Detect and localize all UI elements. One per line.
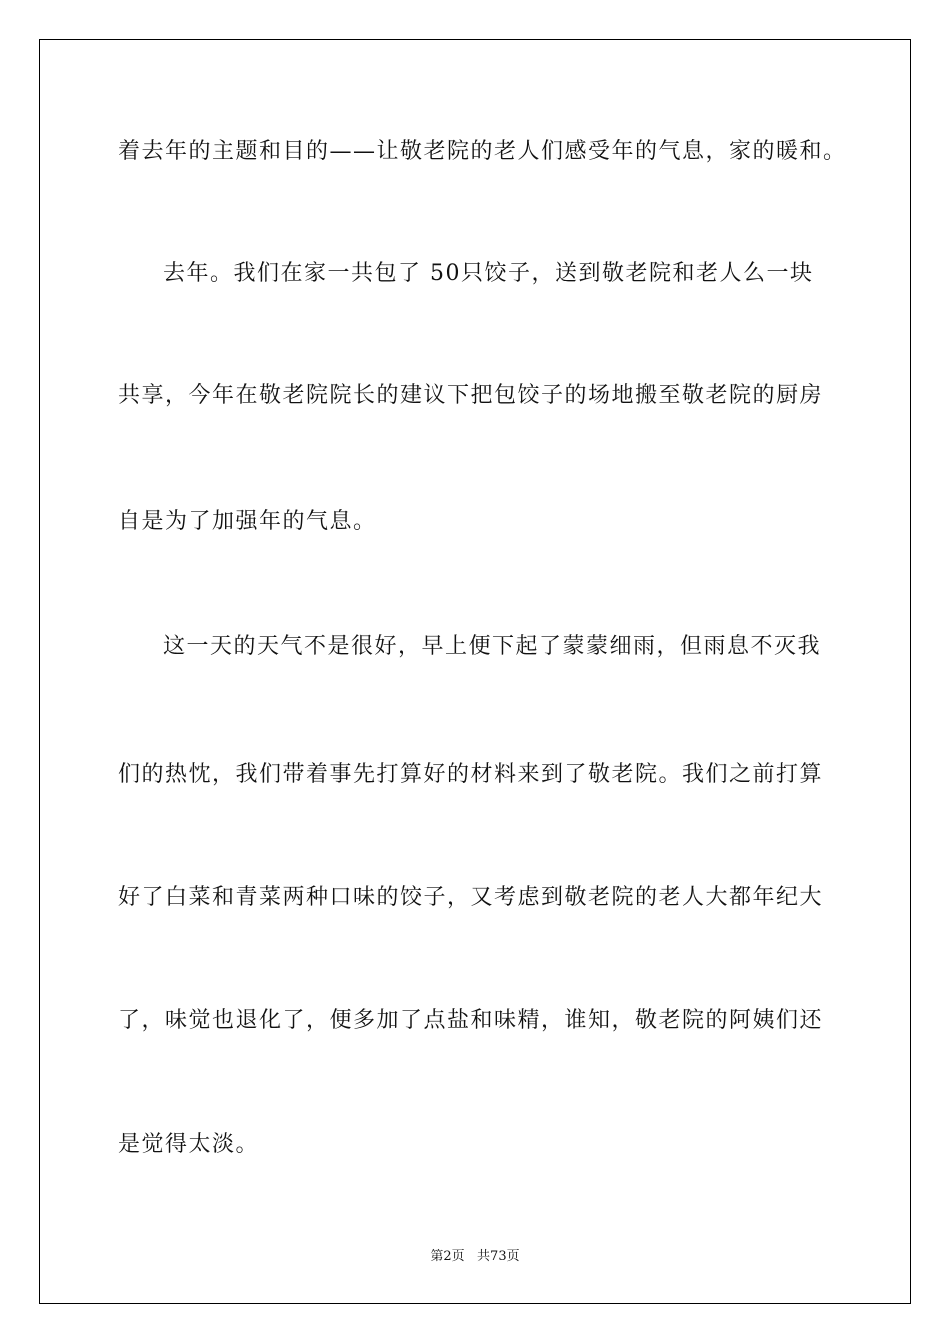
text-line: 是觉得太淡。 (118, 1132, 260, 1157)
page-border (39, 39, 911, 1304)
text-line: 去年。我们在家一共包了 50只饺子，送到敬老院和老人么一块 (163, 261, 814, 286)
page-number: 第2页 共73页 (430, 1249, 520, 1264)
text-line: 了，味觉也退化了，便多加了点盐和味精，谁知，敬老院的阿姨们还 (118, 1008, 824, 1033)
text-line: 自是为了加强年的气息。 (118, 509, 377, 534)
text-line: 好了白菜和青菜两种口味的饺子，又考虑到敬老院的老人大都年纪大 (118, 885, 824, 910)
text-line: 着去年的主题和目的——让敬老院的老人们感受年的气息，家的暖和。 (118, 139, 847, 164)
text-line: 们的热忱，我们带着事先打算好的材料来到了敬老院。我们之前打算 (118, 762, 824, 787)
text-line: 共享，今年在敬老院院长的建议下把包饺子的场地搬至敬老院的厨房 (118, 383, 824, 408)
text-line: 这一天的天气不是很好，早上便下起了蒙蒙细雨，但雨息不灭我 (163, 634, 822, 659)
